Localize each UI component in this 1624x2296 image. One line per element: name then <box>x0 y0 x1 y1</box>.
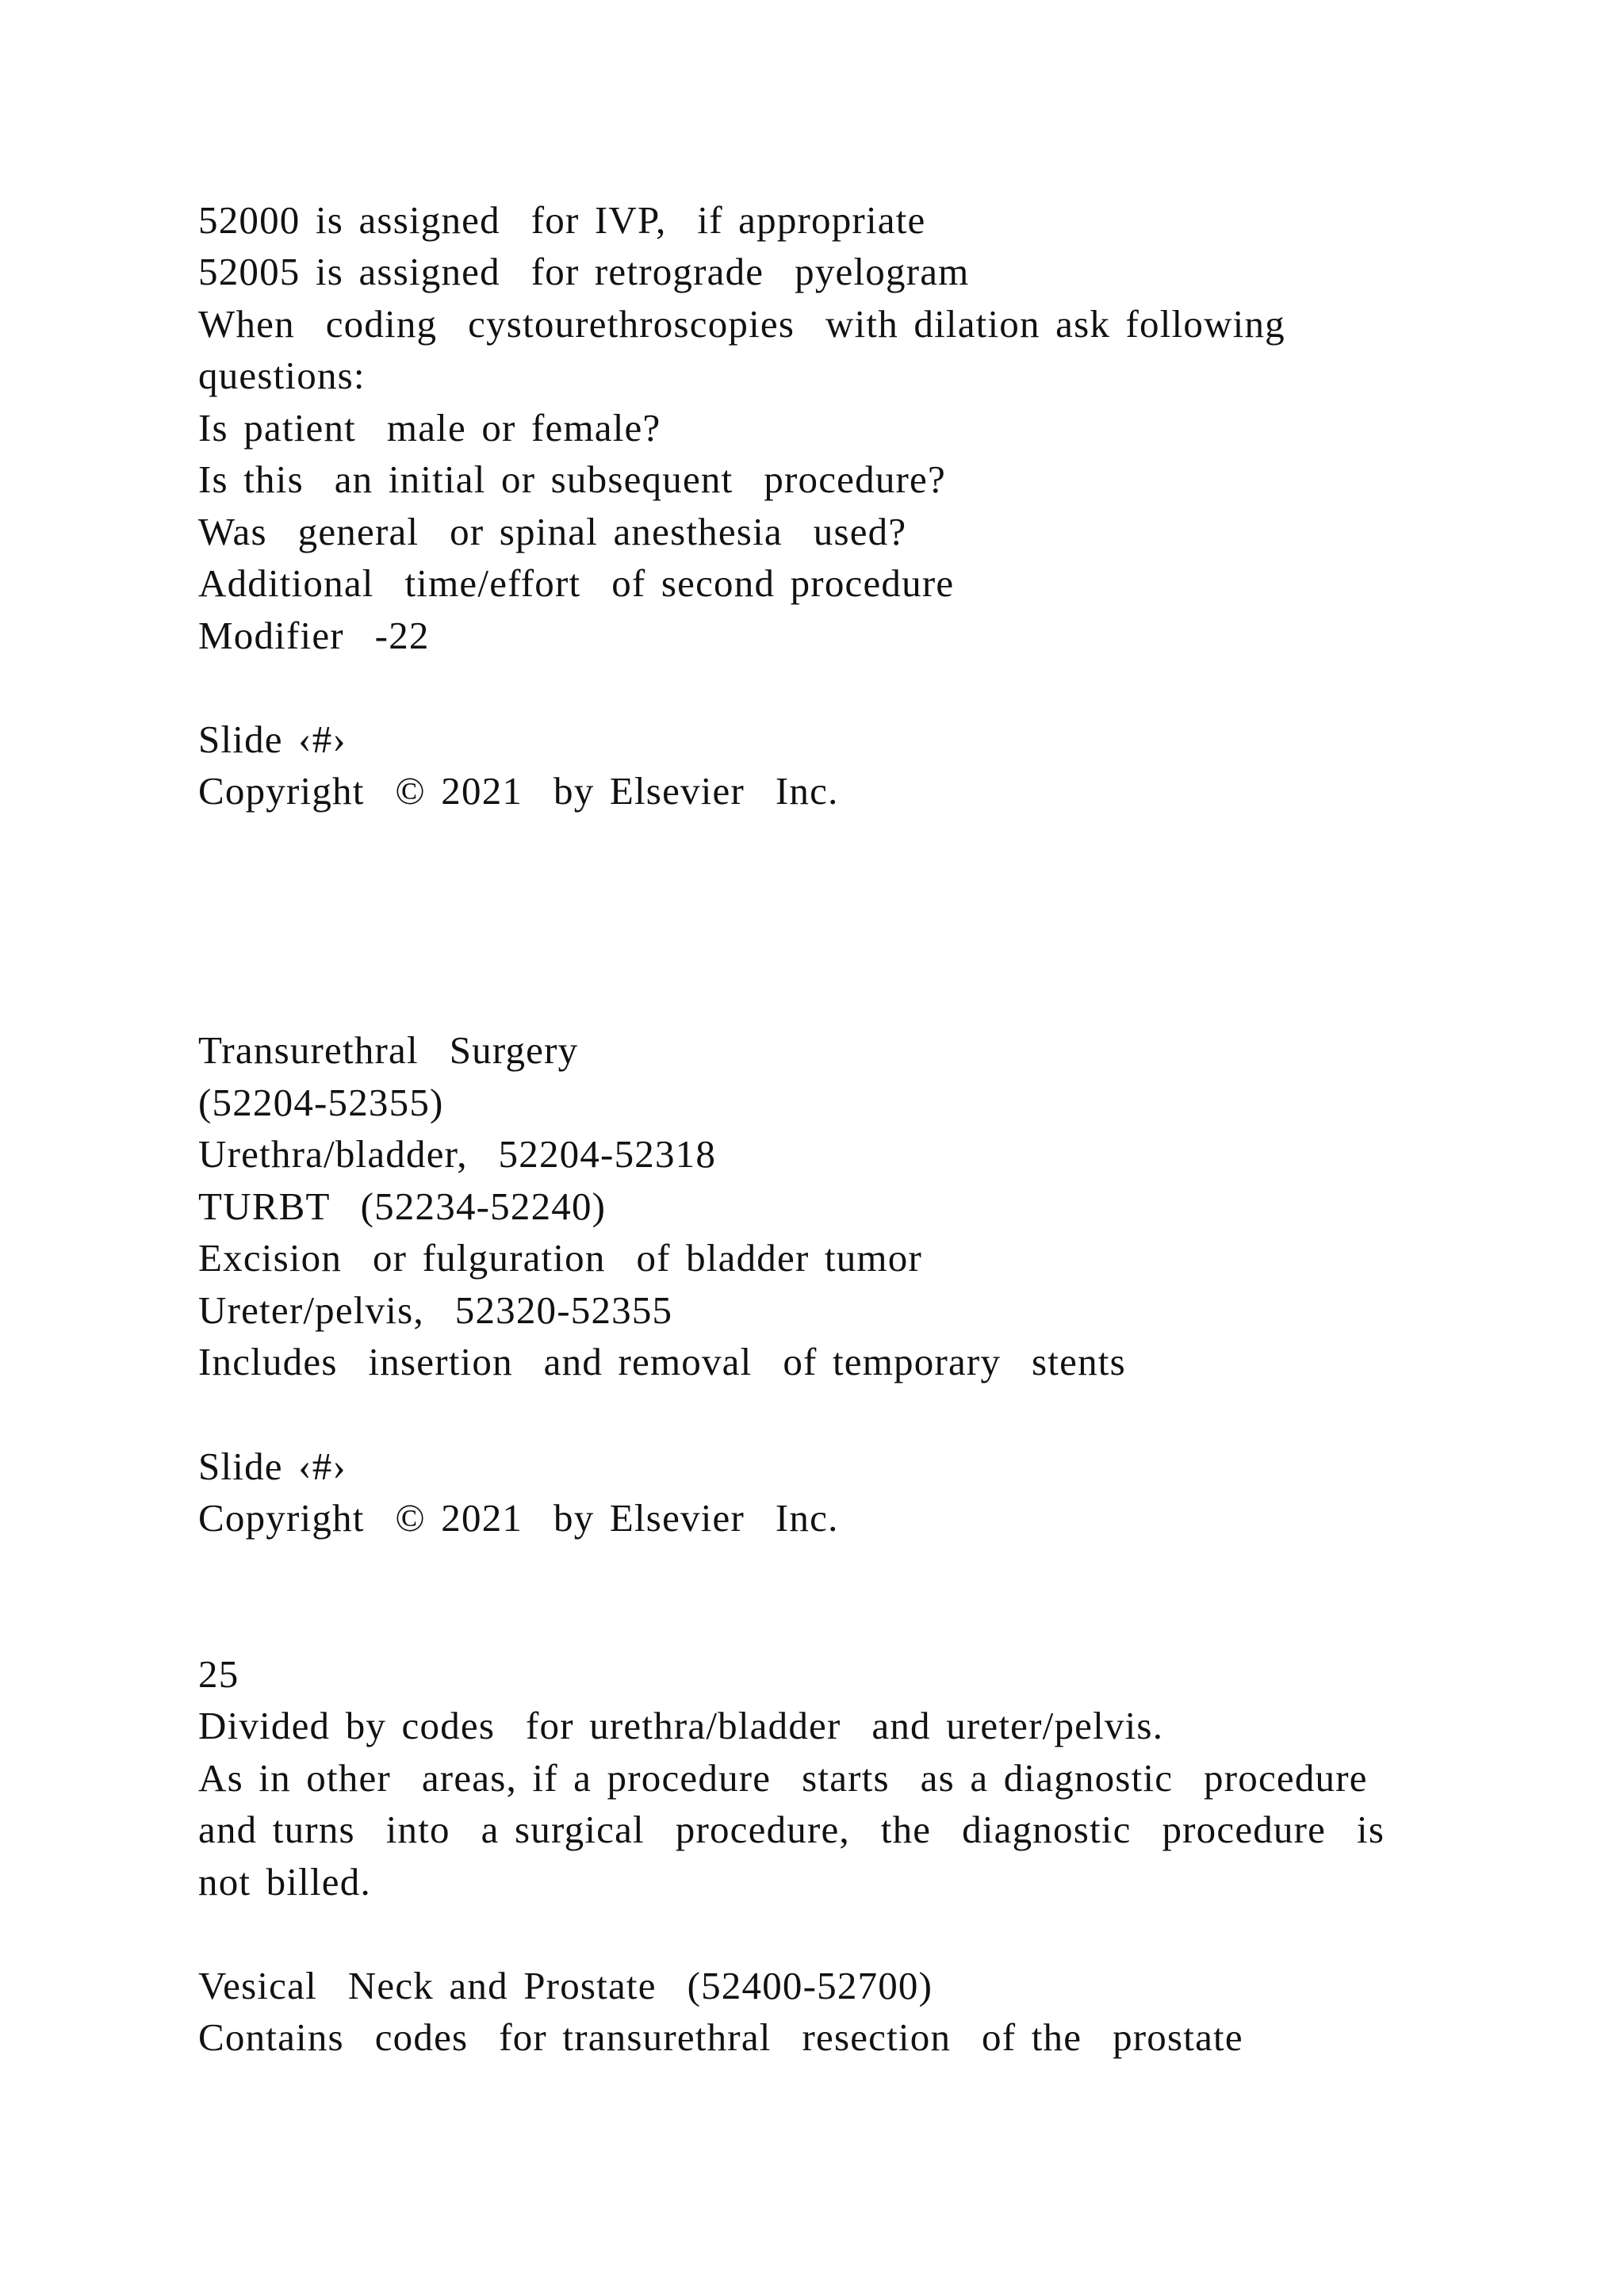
notes-line: and turns into a surgical procedure, the diagnostic procedure is <box>198 1808 1385 1851</box>
text-line: Ureter/pelvis, 52320-52355 <box>198 1288 673 1332</box>
text-line: Is this an initial or subsequent procedure? <box>198 457 946 501</box>
text-line: Additional time/effort of second procedure <box>198 561 955 605</box>
text-line: 52000 is assigned for IVP, if appropriate <box>198 198 926 242</box>
copyright-notice: Copyright © 2021 by Elsevier Inc. <box>198 769 839 813</box>
text-line: questions: <box>198 354 366 397</box>
slide-number: 25 <box>198 1652 239 1696</box>
text-line: Urethra/bladder, 52204-52318 <box>198 1132 717 1176</box>
text-line: When coding cystourethroscopies with dilation ask following <box>198 302 1285 346</box>
slide-label: Slide ‹#› <box>198 718 347 761</box>
text-line: 52005 is assigned for retrograde pyelogram <box>198 250 970 293</box>
section-heading: Vesical Neck and Prostate (52400-52700) <box>198 1964 933 2007</box>
slide-label: Slide ‹#› <box>198 1445 347 1488</box>
text-line: Is patient male or female? <box>198 406 661 450</box>
text-line: Was general or spinal anesthesia used? <box>198 510 907 553</box>
notes-line: not billed. <box>198 1860 371 1904</box>
text-line: Excision or fulguration of bladder tumor <box>198 1236 922 1280</box>
text-line: Includes insertion and removal of temporary stents <box>198 1340 1126 1383</box>
notes-line: Divided by codes for urethra/bladder and ureter/pelvis. <box>198 1704 1164 1747</box>
copyright-notice: Copyright © 2021 by Elsevier Inc. <box>198 1496 839 1540</box>
text-line: (52204-52355) <box>198 1081 444 1124</box>
text-line: TURBT (52234-52240) <box>198 1184 607 1228</box>
section-heading: Transurethral Surgery <box>198 1028 579 1072</box>
notes-line: As in other areas, if a procedure starts as a diagnostic procedure <box>198 1756 1368 1800</box>
text-line: Modifier -22 <box>198 614 430 657</box>
text-line: Contains codes for transurethral resection of the prostate <box>198 2015 1243 2059</box>
